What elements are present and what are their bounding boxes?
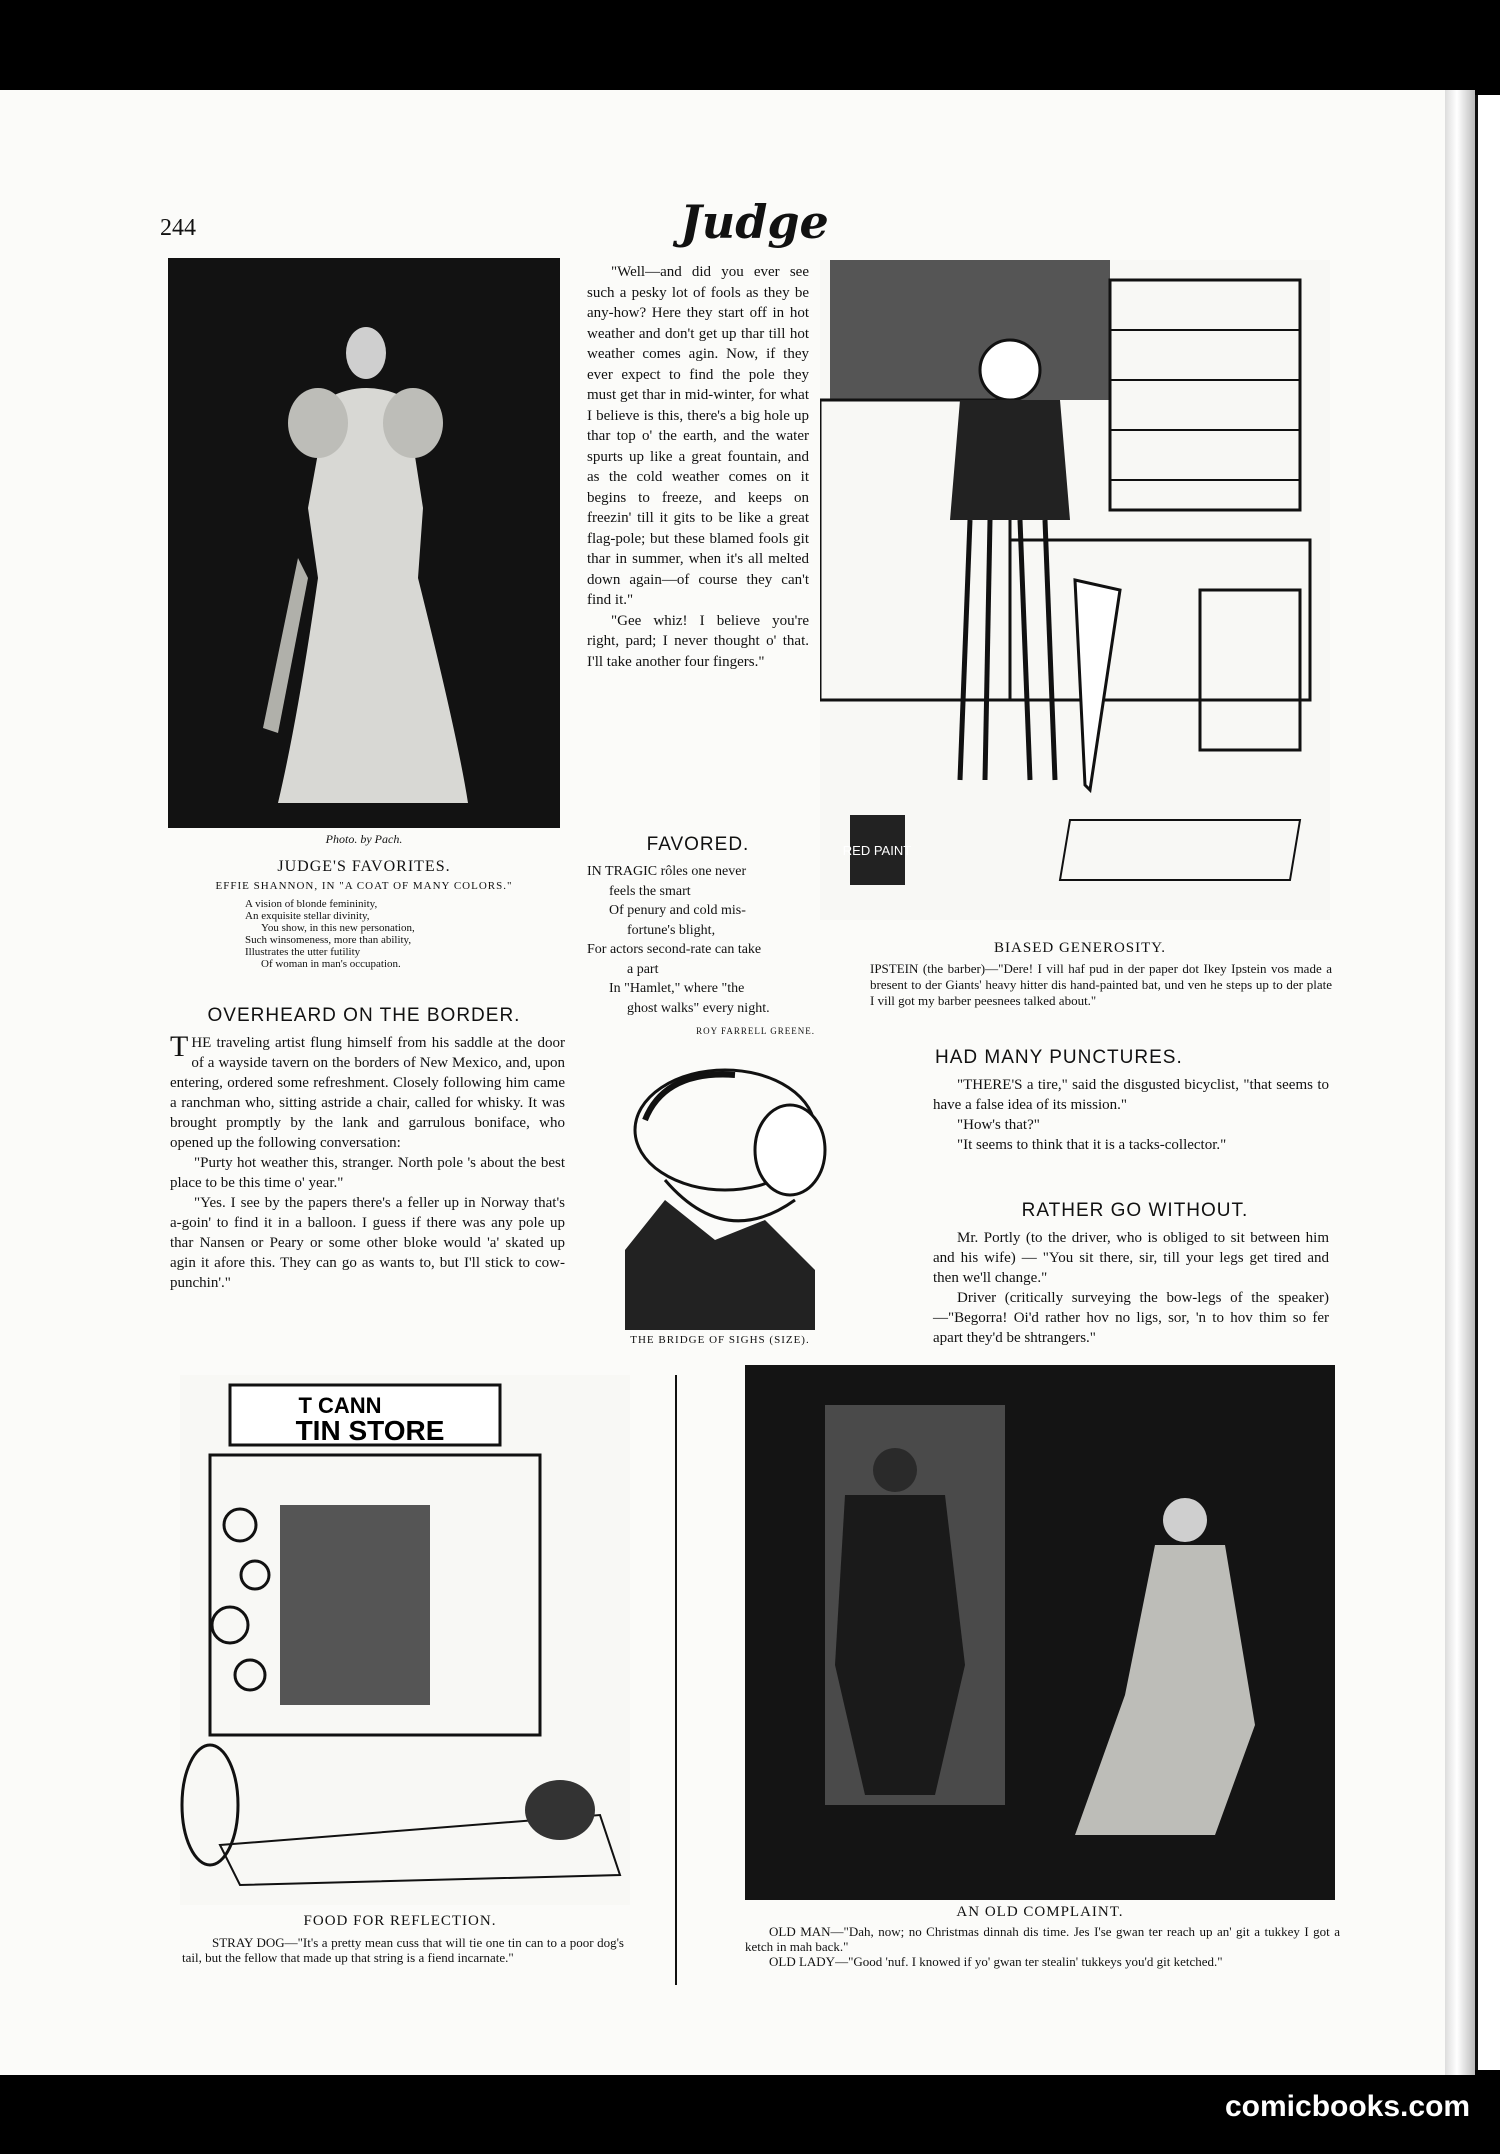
barber-illustration xyxy=(820,260,1330,920)
page-edge xyxy=(1445,90,1475,2075)
punctures-line: "THERE'S a tire," said the disgusted bicyclist, "that seems to have a false idea of its mission." xyxy=(933,1077,1329,1113)
rather-body xyxy=(933,1228,1329,1348)
poem-line: ghost walks" every night. xyxy=(627,1000,770,1016)
middle-p2: "Gee whiz! I believe you're right, pard; I never thought o' that. I'll take another four fingers." xyxy=(587,612,809,670)
photo-credit: Photo. by Pach. xyxy=(325,832,403,846)
old-lady-line: OLD LADY—"Good 'nuf. I knowed if yo' gwan ter stealin' tukkeys you'd git ketched." xyxy=(769,1954,1223,1969)
rather-p2: Driver (critically surveying the bow-legs of the speaker)—"Begorra! Oi'd rather hov no ligs, sor, 'n to hov thim so fer apart they'd be shtrangers." xyxy=(933,1290,1329,1346)
paint-can-label: RED PAINT xyxy=(842,843,912,858)
watermark: comicbooks.com xyxy=(1225,2090,1471,2123)
effie-subtitle: EFFIE SHANNON, IN "A COAT OF MANY COLORS." xyxy=(215,880,513,892)
verse-line: Illustrates the utter futility xyxy=(245,946,361,958)
tin-store-illustration xyxy=(180,1375,630,1905)
effie-verse xyxy=(245,898,545,970)
punctures-body xyxy=(933,1075,1329,1155)
store-sign-1: T CANN xyxy=(298,1393,382,1418)
punctures-line: "How's that?" xyxy=(957,1117,1040,1133)
middle-p1: "Well—and did you ever see such a pesky lot of fools as they be any-how? Here they start off in hot weather and don't get up thar till hot weather comes agin. Now, if they ever expect to find the pole they must get thar in mid-winter, for what I believe is this, there's a big hole up thar top o' the earth, and the water spurts up like a great fountain, and as the cold weather comes on it begins to freeze, and keeps on freezin' till it gits to be like a great flag-pole; but these blamed fools git thar in summer, when it's all melted down again—of course they can't find it." xyxy=(587,264,809,608)
barber-title: BIASED GENEROSITY. xyxy=(994,940,1166,956)
poem-line: Of penury and cold mis- xyxy=(609,903,746,918)
overheard-body xyxy=(170,1030,565,1293)
drop-cap: T xyxy=(170,1030,189,1063)
barber-quote: "Dere! I vill haf pud in der paper dot Ikey Ipstein vos made a bresent to der Giants' heavy hitter dis hand-painted bat, und ven he steps up to der plate I vill got my barber peesnees talked about." xyxy=(870,961,1332,1008)
overheard-title: OVERHEARD ON THE BORDER. xyxy=(207,1005,521,1026)
poem-line: a part xyxy=(627,961,659,977)
effie-photo xyxy=(168,258,560,828)
tin-store-title: FOOD FOR REFLECTION. xyxy=(303,1913,497,1929)
poem-line: feels the smart xyxy=(609,883,691,899)
poem-line: fortune's blight, xyxy=(627,922,716,938)
barber-speaker: IPSTEIN (the barber)— xyxy=(870,961,999,976)
verse-line: An exquisite stellar divinity, xyxy=(245,910,370,922)
favored-poem xyxy=(587,862,817,1018)
page-number: 244 xyxy=(160,215,196,241)
verse-line: Such winsomeness, more than ability, xyxy=(245,934,412,946)
store-sign-2: TIN STORE xyxy=(295,1415,445,1446)
poem-line: For actors second-rate can take xyxy=(587,942,762,957)
masthead: Judge xyxy=(680,195,829,249)
bridge-caption: THE BRIDGE OF SIGHS (SIZE). xyxy=(630,1334,810,1346)
old-complaint-title: AN OLD COMPLAINT. xyxy=(956,1904,1124,1920)
favored-title: FAVORED. xyxy=(646,834,750,855)
overheard-p1: HE traveling artist flung himself from his saddle at the door of a wayside tavern on the borders of New Mexico, and, upon entering, ordered some refreshment. Closely following him came a ranchman who, sitting astride a chair, called for whisky. It was brought promptly by the lank and garrulous boniface, who opened up the following conversation: xyxy=(170,1035,565,1151)
barber-text xyxy=(870,961,1332,1009)
overheard-p3: "Yes. I see by the papers there's a feller up in Norway that's a-goin' to find it in a balloon. I guess if there was any pole up thar Nansen or Peary or some other bloke would 'a' skated up agin it afore this. They can go as wants to, but I'll stick to cow-punchin'." xyxy=(170,1195,565,1291)
rather-title: RATHER GO WITHOUT. xyxy=(1021,1200,1249,1221)
poem-line: In "Hamlet," where "the xyxy=(609,981,745,996)
overheard-p2: "Purty hot weather this, stranger. North pole 's about the best place to be this time o' year." xyxy=(170,1155,565,1191)
old-complaint-text xyxy=(745,1924,1340,1969)
rather-p1: Mr. Portly (to the driver, who is obliged to sit between him and his wife) — "You sit there, sir, till your legs get tired and then we'll change." xyxy=(933,1230,1329,1286)
punctures-title: HAD MANY PUNCTURES. xyxy=(935,1047,1183,1068)
poem-line: IN TRAGIC rôles one never xyxy=(587,864,747,879)
verse-line: A vision of blonde femininity, xyxy=(245,898,378,910)
verse-line: You show, in this new personation, xyxy=(261,922,415,934)
old-complaint-photo xyxy=(745,1365,1335,1900)
verse-line: Of woman in man's occupation. xyxy=(261,958,401,970)
favored-author: ROY FARRELL GREENE. xyxy=(696,1026,815,1036)
punctures-line: "It seems to think that it is a tacks-collector." xyxy=(957,1137,1227,1153)
middle-column xyxy=(587,262,809,672)
old-man-line: OLD MAN—"Dah, now; no Christmas dinnah dis time. Jes I'se gwan ter reach up an' git a tukkey I got a ketch in mah back." xyxy=(745,1924,1340,1954)
bridge-illustration xyxy=(605,1050,835,1330)
column-divider xyxy=(675,1375,677,1985)
effie-title: JUDGE'S FAVORITES. xyxy=(277,858,451,875)
tin-store-text: STRAY DOG—"It's a pretty mean cuss that will tie one tin can to a poor dog's tail, but the fellow that made up that string is a fiend incarnate." xyxy=(182,1935,624,1965)
next-page-strip xyxy=(1475,95,1500,2070)
